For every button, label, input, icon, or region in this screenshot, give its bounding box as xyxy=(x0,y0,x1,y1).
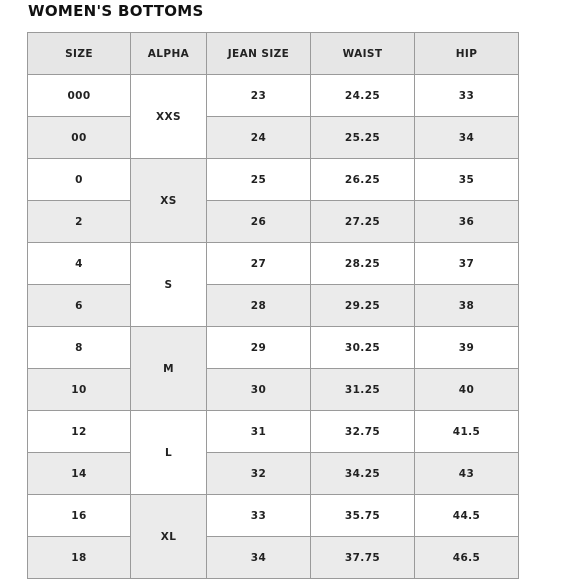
waist-cell: 27.25 xyxy=(311,201,415,243)
size-cell: 16 xyxy=(28,495,131,537)
hip-cell: 40 xyxy=(415,369,519,411)
jean-size-cell: 29 xyxy=(207,327,311,369)
waist-cell: 29.25 xyxy=(311,285,415,327)
jean-size-cell: 32 xyxy=(207,453,311,495)
table-row xyxy=(28,75,519,117)
header-hip: HIP xyxy=(415,33,519,75)
size-cell: 8 xyxy=(28,327,131,369)
alpha-cell: S xyxy=(131,243,207,327)
header-waist: WAIST xyxy=(311,33,415,75)
waist-cell: 37.75 xyxy=(311,537,415,579)
hip-cell: 43 xyxy=(415,453,519,495)
hip-cell: 37 xyxy=(415,243,519,285)
table-row xyxy=(28,495,519,537)
size-cell: 00 xyxy=(28,117,131,159)
table-row xyxy=(28,285,519,327)
table-row xyxy=(28,201,519,243)
size-chart-table xyxy=(27,32,519,579)
jean-size-cell: 25 xyxy=(207,159,311,201)
alpha-cell: L xyxy=(131,411,207,495)
alpha-cell: M xyxy=(131,327,207,411)
size-cell: 12 xyxy=(28,411,131,453)
header-alpha: ALPHA xyxy=(131,33,207,75)
jean-size-cell: 27 xyxy=(207,243,311,285)
header-row xyxy=(28,33,519,75)
alpha-cell: XL xyxy=(131,495,207,579)
table-row xyxy=(28,453,519,495)
size-cell: 6 xyxy=(28,285,131,327)
waist-cell: 28.25 xyxy=(311,243,415,285)
jean-size-cell: 34 xyxy=(207,537,311,579)
waist-cell: 34.25 xyxy=(311,453,415,495)
size-cell: 4 xyxy=(28,243,131,285)
jean-size-cell: 28 xyxy=(207,285,311,327)
table-row xyxy=(28,327,519,369)
hip-cell: 36 xyxy=(415,201,519,243)
header-size: SIZE xyxy=(28,33,131,75)
waist-cell: 24.25 xyxy=(311,75,415,117)
size-cell: 000 xyxy=(28,75,131,117)
hip-cell: 41.5 xyxy=(415,411,519,453)
hip-cell: 35 xyxy=(415,159,519,201)
table-row xyxy=(28,411,519,453)
waist-cell: 31.25 xyxy=(311,369,415,411)
hip-cell: 38 xyxy=(415,285,519,327)
alpha-cell: XXS xyxy=(131,75,207,159)
page-title: WOMEN'S BOTTOMS xyxy=(28,2,204,20)
waist-cell: 35.75 xyxy=(311,495,415,537)
table-row xyxy=(28,159,519,201)
jean-size-cell: 24 xyxy=(207,117,311,159)
jean-size-cell: 33 xyxy=(207,495,311,537)
header-jean-size: JEAN SIZE xyxy=(207,33,311,75)
table-row xyxy=(28,117,519,159)
hip-cell: 46.5 xyxy=(415,537,519,579)
size-cell: 18 xyxy=(28,537,131,579)
hip-cell: 33 xyxy=(415,75,519,117)
size-cell: 2 xyxy=(28,201,131,243)
waist-cell: 30.25 xyxy=(311,327,415,369)
table-row xyxy=(28,369,519,411)
size-cell: 10 xyxy=(28,369,131,411)
table-row xyxy=(28,537,519,579)
jean-size-cell: 23 xyxy=(207,75,311,117)
size-cell: 0 xyxy=(28,159,131,201)
jean-size-cell: 31 xyxy=(207,411,311,453)
jean-size-cell: 26 xyxy=(207,201,311,243)
table-row xyxy=(28,243,519,285)
jean-size-cell: 30 xyxy=(207,369,311,411)
hip-cell: 34 xyxy=(415,117,519,159)
hip-cell: 39 xyxy=(415,327,519,369)
waist-cell: 25.25 xyxy=(311,117,415,159)
waist-cell: 26.25 xyxy=(311,159,415,201)
alpha-cell: XS xyxy=(131,159,207,243)
waist-cell: 32.75 xyxy=(311,411,415,453)
size-cell: 14 xyxy=(28,453,131,495)
hip-cell: 44.5 xyxy=(415,495,519,537)
